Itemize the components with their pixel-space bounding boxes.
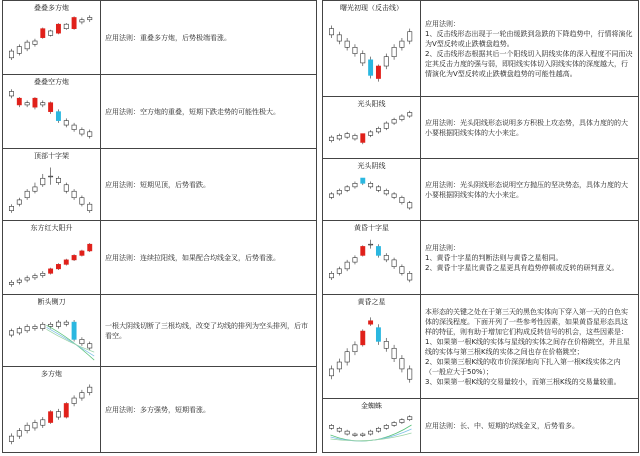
pattern-row <box>3 149 317 221</box>
pattern-figure-cell <box>3 149 101 221</box>
candle <box>64 259 68 266</box>
candle <box>345 132 349 139</box>
candle <box>392 118 396 125</box>
candle <box>72 320 76 342</box>
candle <box>41 322 45 331</box>
candle <box>400 114 404 121</box>
candle <box>408 111 412 118</box>
candle <box>392 258 396 269</box>
candle <box>64 23 68 30</box>
candle <box>17 326 21 335</box>
pattern-description: 应用法则： 1、反击线形态出现于一轮由缓跌到急跌的下降趋势中，行情将演化为V型反转或止跌横盘趋势。 2、反击线形态根据其后一个阳线切入阴线实体的深入程度不同而决定其反击力度的强与弱，即阳线实体切入阴线实体的深度越大，行情演化为V型反转或止跌横盘趋势的可能性越高。 <box>421 1 639 97</box>
candle <box>361 433 365 437</box>
candle <box>9 204 13 213</box>
pattern-title: 多方炮 <box>41 370 62 378</box>
candle <box>376 244 380 257</box>
candle <box>384 253 388 262</box>
candle <box>64 118 68 127</box>
candle <box>408 365 412 382</box>
candle <box>33 97 37 109</box>
candlestick-chart <box>6 85 96 145</box>
candle <box>384 338 388 352</box>
candle <box>56 409 60 420</box>
pattern-row <box>3 1 317 75</box>
pattern-row <box>323 221 639 295</box>
candle <box>384 189 388 196</box>
candle <box>392 44 396 60</box>
candle <box>361 178 365 185</box>
candle <box>368 182 372 189</box>
pattern-title: 光头阴线 <box>357 162 386 170</box>
candle <box>408 29 412 45</box>
candle <box>345 430 349 436</box>
candle <box>392 345 396 362</box>
candle <box>353 341 357 355</box>
candle <box>41 28 45 39</box>
pattern-figure-cell <box>3 221 101 295</box>
candle <box>361 245 365 256</box>
candle <box>33 324 37 330</box>
candle <box>88 384 92 395</box>
candle <box>329 365 333 379</box>
pattern-description: 应用法则：光头阴线形态说明空方抛压的坚决势态，具体力度的大小要根据阴线实体的大小来定。 <box>421 159 639 221</box>
candle <box>361 329 365 346</box>
candle <box>80 127 84 136</box>
pattern-figure-cell <box>3 295 101 367</box>
pattern-description: 应用法则：光头阳线形态说明多方积极上攻态势，具体力度的的大小要根据阳线实体的大小来定。 <box>421 97 639 159</box>
candle <box>329 135 333 142</box>
pattern-row <box>3 221 317 295</box>
pattern-row <box>323 399 639 453</box>
candle <box>33 420 37 431</box>
pattern-title: 叠叠多方炮 <box>34 4 69 12</box>
candle <box>72 395 76 406</box>
pattern-description: 应用法则：空方炮的重叠，短期下跌走势的可能性极大。 <box>101 75 317 149</box>
candle <box>337 189 341 196</box>
candle <box>72 123 76 132</box>
candle <box>337 427 341 433</box>
pattern-title: 顶部十字架 <box>34 152 69 160</box>
candle <box>384 121 388 130</box>
left-pattern-table <box>2 0 317 453</box>
pattern-row <box>3 367 317 453</box>
candle <box>353 182 357 189</box>
candle <box>376 127 380 134</box>
candlestick-chart <box>326 169 416 217</box>
candle <box>48 102 52 114</box>
candle <box>56 23 60 34</box>
candle <box>48 268 52 275</box>
pattern-row <box>3 295 317 367</box>
pattern-figure-cell <box>323 1 421 97</box>
candlestick-chart <box>6 231 96 291</box>
pattern-title: 光头阳线 <box>357 100 386 108</box>
candle <box>408 415 412 421</box>
candle <box>400 355 404 372</box>
candle <box>392 421 396 427</box>
pattern-title: 黄昏之星 <box>357 298 386 306</box>
pattern-description: 应用法则：短期见顶，后势看跌。 <box>101 149 317 221</box>
candle <box>368 240 372 249</box>
candle <box>80 337 84 346</box>
candle <box>56 320 60 329</box>
pattern-figure-cell <box>3 1 101 75</box>
candle <box>9 329 13 338</box>
candle <box>72 189 76 200</box>
candle <box>17 44 21 55</box>
pattern-figure-cell <box>323 399 421 453</box>
candle <box>25 324 29 333</box>
candle <box>353 44 357 56</box>
candle <box>88 243 92 252</box>
right-pattern-table <box>322 0 639 453</box>
pattern-row <box>323 97 639 159</box>
pattern-description: 应用法则：长、中、短期的均线金叉，后势看多。 <box>421 399 639 453</box>
candle <box>400 418 404 424</box>
candle <box>361 134 365 145</box>
candle <box>400 196 404 205</box>
candle <box>368 130 372 137</box>
candlestick-chart <box>6 305 96 363</box>
candle <box>337 267 341 276</box>
candle <box>361 50 365 66</box>
candle <box>9 280 13 287</box>
pattern-figure-cell <box>323 221 421 295</box>
candle <box>9 89 13 98</box>
candlestick-chart <box>326 305 416 395</box>
pattern-row <box>323 1 639 97</box>
candle <box>329 424 333 430</box>
candle <box>376 324 380 345</box>
candle <box>72 16 76 29</box>
candle <box>64 402 68 418</box>
candlestick-chart <box>326 11 416 93</box>
pattern-description: 应用法则：重叠多方炮，后势极端看涨。 <box>101 1 317 75</box>
candle <box>88 130 92 139</box>
candlestick-chart <box>326 107 416 155</box>
pattern-title: 东方红大阳升 <box>30 224 73 232</box>
candlestick-chart <box>6 377 96 449</box>
candle <box>72 254 76 261</box>
candle <box>41 417 45 428</box>
candle <box>56 176 60 185</box>
candle <box>376 64 380 81</box>
candle <box>88 342 92 351</box>
pattern-figure-cell <box>323 159 421 221</box>
candle <box>41 100 45 107</box>
candle <box>353 255 357 264</box>
candle <box>368 317 372 326</box>
pattern-figure-cell <box>323 295 421 399</box>
candle <box>56 109 60 122</box>
candle <box>329 192 333 199</box>
candlestick-chart <box>326 409 416 449</box>
candle <box>384 54 388 70</box>
candle <box>80 390 84 401</box>
candle <box>353 433 357 437</box>
candle <box>9 49 13 60</box>
pattern-title: 叠叠空方炮 <box>34 78 69 86</box>
pattern-row <box>3 75 317 149</box>
candle <box>392 192 396 199</box>
candle <box>33 183 37 194</box>
pattern-figure-cell <box>3 75 101 149</box>
candle <box>345 348 349 365</box>
candle <box>25 423 29 434</box>
column-gap <box>317 0 321 456</box>
candle <box>408 271 412 282</box>
pattern-title: 断头铡刀 <box>37 298 66 306</box>
candle <box>353 134 357 141</box>
candle <box>25 40 29 51</box>
pattern-row <box>323 295 639 399</box>
candle <box>376 185 380 192</box>
pattern-row <box>323 159 639 221</box>
candle <box>376 427 380 433</box>
candlestick-chart <box>6 11 96 71</box>
pattern-description: 应用法则：多方强势，短期看涨。 <box>101 367 317 453</box>
candle <box>345 185 349 192</box>
moving-average-line <box>47 325 95 360</box>
candle <box>400 264 404 275</box>
candle <box>80 250 84 257</box>
pattern-figure-cell <box>323 97 421 159</box>
candle <box>88 15 92 22</box>
candle <box>337 134 341 141</box>
candle <box>329 25 333 37</box>
candle <box>48 410 52 424</box>
candle <box>345 38 349 50</box>
candle <box>368 430 372 436</box>
candle <box>41 174 45 187</box>
candle <box>25 276 29 283</box>
candlestick-chart <box>6 159 96 217</box>
pattern-description: 应用法则： 1、黄昏十字星的判断法则与黄昏之星相同。 2、黄昏十字星比黄昏之星更具有趋势停顿或反转的研判意义。 <box>421 221 639 295</box>
pattern-title: 曙光初现（反击线） <box>340 4 403 12</box>
candle <box>329 271 333 280</box>
candle <box>337 32 341 44</box>
candle <box>48 30 52 37</box>
candle <box>25 189 29 200</box>
candle <box>41 271 45 278</box>
candle <box>17 278 21 285</box>
candle <box>9 433 13 444</box>
candle <box>17 97 21 107</box>
candle <box>17 198 21 207</box>
candle <box>25 100 29 107</box>
pattern-description: 应用法则：连续拉阳线，如果配合均线金叉，后势看涨。 <box>101 221 317 295</box>
candle <box>337 359 341 373</box>
pattern-description: 一根大阴线切断了三根均线，改变了均线的排列为空头排列，后市看空。 <box>101 295 317 367</box>
candle <box>48 167 52 184</box>
candle <box>88 202 92 213</box>
pattern-description: 本形态的关键之处在于第三天的黑色实体向下穿入第一天的白色实体的深浅程度。下面开列了一些参考性因素，如果黄昏星形态具这样的特征，则有助于增加它们构成反转信号的机会，这些因素是： 1、如果第一根K线的实体与星线的实体之间存在价格跳空，并且星线的实体与第三根K线的实体之间也存在价格跳空； 2、如果第三根K线的收市价深深地向下扎入第一根K线实体之内（一般应大于50%）； 3、如果第一根K线的交易量较小，而第三根K线的交易量较重。 <box>421 295 639 399</box>
candle <box>33 273 37 280</box>
pattern-figure-cell <box>3 367 101 453</box>
candle <box>64 183 68 194</box>
candle <box>80 196 84 207</box>
candlestick-chart <box>326 231 416 291</box>
candle <box>64 320 68 326</box>
pattern-title: 黄昏十字星 <box>354 224 389 232</box>
candle <box>56 263 60 270</box>
candle <box>408 201 412 210</box>
candle <box>17 428 21 439</box>
candle <box>80 17 84 24</box>
candle <box>368 57 372 79</box>
candle <box>345 260 349 271</box>
candle <box>384 424 388 430</box>
pattern-title: 金蜘蛛 <box>361 402 382 410</box>
candle <box>400 38 404 50</box>
candle <box>33 39 37 47</box>
